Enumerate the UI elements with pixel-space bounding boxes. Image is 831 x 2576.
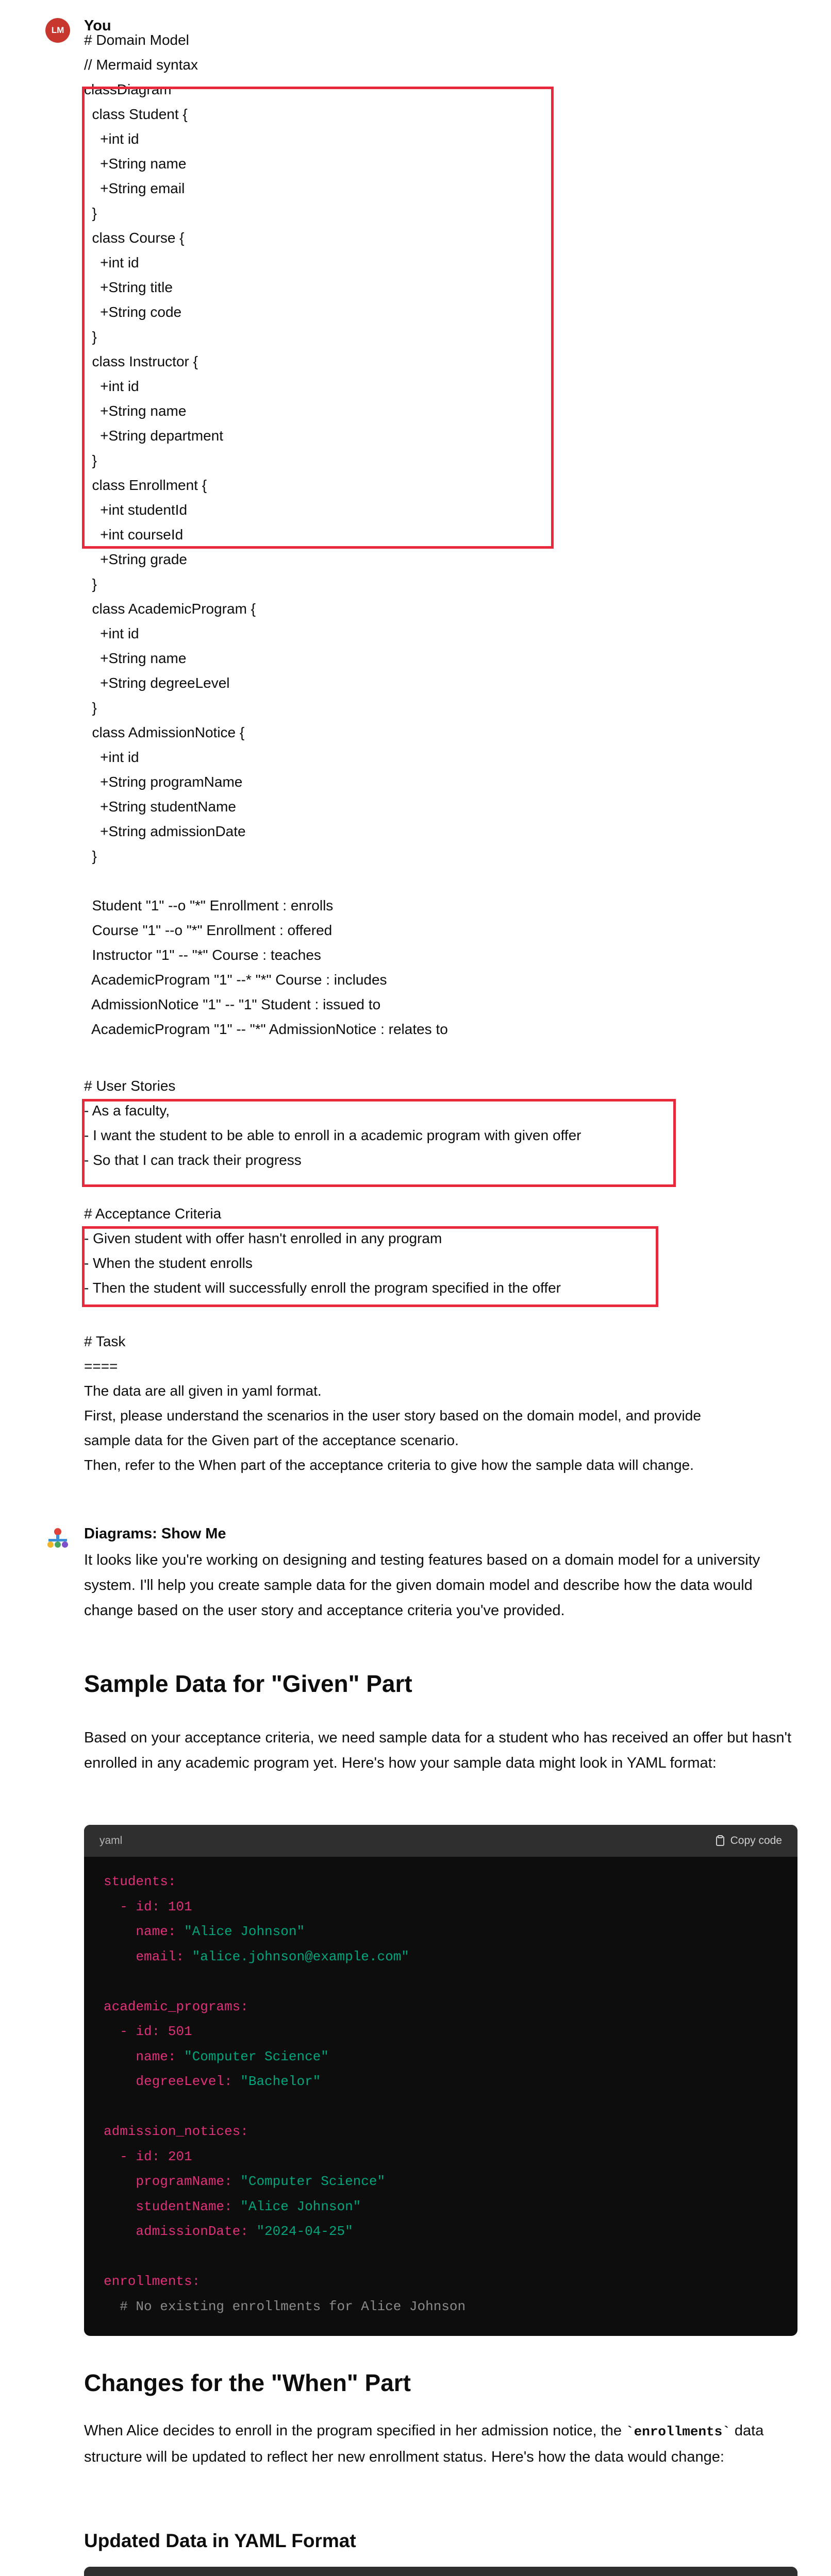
code-line: students: (104, 1874, 176, 1889)
highlight-user-stories (82, 1099, 676, 1187)
user-message-line: AcademicProgram "1" --* "*" Course : includes (84, 972, 387, 988)
heading-updated-data: Updated Data in YAML Format (84, 2530, 356, 2551)
highlight-class-diagram (82, 87, 554, 549)
user-message-line: - Then the student will successfully enroll the program specified in the offer (84, 1280, 561, 1296)
user-message-line: // Mermaid syntax (84, 57, 198, 73)
user-message-line: +String name (84, 156, 187, 172)
code-line: programName: "Computer Science" (104, 2174, 386, 2189)
code-line: - id: 501 (104, 2024, 192, 2039)
user-message-line: } (84, 576, 97, 592)
user-avatar: LM (45, 18, 70, 43)
user-message-line: - Given student with offer hasn't enrolled in any program (84, 1230, 442, 1246)
user-message-line: +String email (84, 180, 185, 196)
assistant-intro: It looks like you're working on designing and testing features based on a domain model for a university system. I'll help you create sample data for the given domain model and describe how the data would change based on the user story and acceptance criteria you've provided. (84, 1552, 760, 1619)
user-message-line: +String name (84, 403, 187, 419)
user-message-line: Student "1" --o "*" Enrollment : enrolls (84, 897, 334, 913)
code-line (104, 2094, 778, 2120)
user-message-line: +int studentId (84, 502, 188, 518)
copy-code-button[interactable] (715, 1835, 782, 1847)
user-message-line: +String name (84, 650, 187, 666)
highlight-acceptance-criteria (82, 1226, 658, 1307)
code-line: academic_programs: (104, 1998, 248, 2014)
user-message-line: +String admissionDate (84, 823, 246, 839)
user-message-line: +String studentName (84, 799, 236, 815)
user-message-line: class Student { (84, 106, 188, 122)
user-message-line: +String degreeLevel (84, 675, 230, 691)
user-name: You (84, 18, 111, 34)
when-paragraph: When Alice decides to enroll in the program specified in her admission notice, the `enrollments` data structure will be updated to reflect her new enrollment status. Here's how the data would change: (84, 2422, 764, 2465)
code-header (84, 2567, 797, 2576)
user-message-line: - So that I can track their progress (84, 1152, 302, 1168)
code-block-given (84, 1825, 797, 2336)
user-message-line: +int id (84, 749, 139, 765)
code-line: degreeLevel: "Bachelor" (104, 2074, 321, 2089)
user-message-line: } (84, 700, 97, 716)
code-line: - id: 201 (104, 2148, 192, 2164)
code-line: # No existing enrollments for Alice Johnson (104, 2298, 466, 2314)
user-message-line: # Acceptance Criteria (84, 1206, 222, 1222)
code-line: admissionDate: "2024-04-25" (104, 2224, 353, 2239)
user-message-line: class Instructor { (84, 353, 198, 369)
user-message-line: classDiagram (84, 81, 172, 97)
user-message-line: class Course { (84, 230, 185, 246)
user-message-line: AcademicProgram "1" -- "*" AdmissionNotice : relates to (84, 1021, 448, 1037)
user-message-line: class Enrollment { (84, 477, 207, 493)
given-paragraph: Based on your acceptance criteria, we need sample data for a student who has received an offer but hasn't enrolled in any academic program yet. Here's how your sample data might look in YAML format: (84, 1730, 792, 1771)
code-line: name: "Alice Johnson" (104, 1924, 305, 1939)
user-message-line: +int id (84, 378, 139, 394)
code-content (84, 1857, 797, 2331)
user-message-line: +int id (84, 131, 139, 147)
code-line (104, 2244, 778, 2269)
code-line: email: "alice.johnson@example.com" (104, 1948, 409, 1964)
user-message-line: Then, refer to the When part of the acceptance criteria to give how the sample data will change. (84, 1457, 694, 1473)
diagrams-logo-icon (45, 1526, 70, 1551)
copy-code-label: Copy code (730, 1835, 782, 1846)
user-message-line: +String grade (84, 551, 188, 567)
user-message-line: # Task (84, 1333, 126, 1349)
heading-given: Sample Data for "Given" Part (84, 1670, 412, 1697)
user-message-line: class AcademicProgram { (84, 601, 256, 617)
user-message-line: class AdmissionNotice { (84, 724, 245, 740)
user-message-line: Course "1" --o "*" Enrollment : offered (84, 922, 333, 938)
code-block-when (84, 2567, 797, 2576)
user-message-line: ==== (84, 1358, 118, 1374)
code-line: - id: 101 (104, 1899, 192, 1914)
code-line: studentName: "Alice Johnson" (104, 2198, 361, 2214)
user-message-line: The data are all given in yaml format. (84, 1383, 322, 1399)
user-message-line: # Domain Model (84, 32, 189, 48)
clipboard-icon (715, 1835, 725, 1846)
user-message-line: - As a faculty, (84, 1103, 170, 1118)
code-line: enrollments: (104, 2274, 201, 2289)
user-message-line: - I want the student to be able to enroll in a academic program with given offer (84, 1127, 581, 1143)
assistant-name: Diagrams: Show Me (84, 1526, 226, 1542)
code-language: yaml (99, 1835, 123, 1846)
user-message-line: Instructor "1" -- "*" Course : teaches (84, 947, 321, 963)
heading-when: Changes for the "When" Part (84, 2369, 411, 2396)
code-line (104, 1969, 778, 1994)
user-message-line: } (84, 205, 97, 221)
user-message-line: First, please understand the scenarios in the user story based on the domain model, and provide (84, 1408, 701, 1423)
code-line: admission_notices: (104, 2124, 248, 2139)
user-message-line: AdmissionNotice "1" -- "1" Student : issued to (84, 996, 381, 1012)
user-message-line: # User Stories (84, 1078, 176, 1094)
user-message-line: +int id (84, 255, 139, 270)
user-message-line: +String code (84, 304, 182, 320)
user-message-line: +int id (84, 625, 139, 641)
user-message-line: - When the student enrolls (84, 1255, 253, 1271)
user-message-line: sample data for the Given part of the acceptance scenario. (84, 1432, 459, 1448)
user-message-line: +String programName (84, 774, 243, 790)
user-message-line: +String department (84, 428, 224, 444)
user-message-line: } (84, 848, 97, 864)
user-message-line: } (84, 452, 97, 468)
code-header (84, 1825, 797, 1857)
user-message-line: } (84, 329, 97, 345)
user-message-line: +String title (84, 279, 173, 295)
inline-code: `enrollments` (626, 2424, 730, 2439)
user-message-line: +int courseId (84, 527, 184, 543)
code-line: name: "Computer Science" (104, 2048, 329, 2064)
